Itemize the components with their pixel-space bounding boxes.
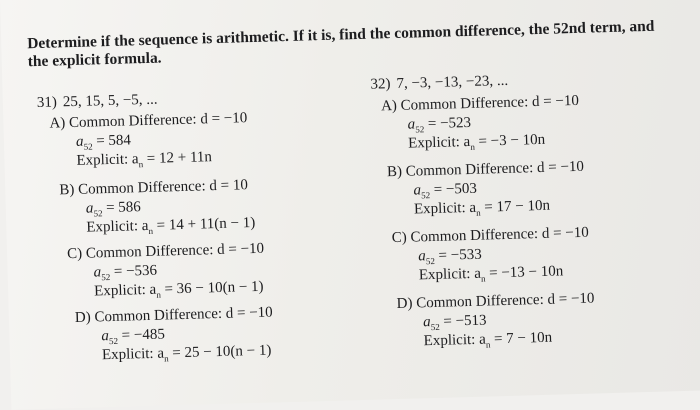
q31-b-term: $a_{52} = 586$	[85, 199, 142, 219]
q32-a-term: $a_{52} = -523$	[407, 114, 472, 135]
q32-c-explicit: Explicit: $a_n = -13 - 10n$	[418, 263, 564, 284]
instructions	[27, 17, 688, 71]
question-31	[37, 91, 158, 112]
q31-b-difference: B) Common Difference: d = 10	[59, 177, 249, 199]
q32-d-explicit: Explicit: $a_n = 7 - 10n$	[423, 329, 553, 350]
question-32	[370, 72, 508, 94]
q31-d-difference: D) Common Difference: d = −10	[74, 304, 273, 327]
q31-d-explicit: Explicit: $a_n = 25 - 10(n - 1)$	[101, 342, 272, 364]
q31-b-explicit: Explicit: $a_n = 14 + 11(n - 1)$	[86, 214, 256, 236]
q31-a-difference: A) Common Difference: d = −10	[49, 110, 248, 132]
q32-a-difference: A) Common Difference: d = −10	[380, 92, 580, 115]
q32-c-difference: C) Common Difference: d = −10	[391, 224, 589, 247]
q31-c-explicit: Explicit: $a_n = 36 - 10(n - 1)$	[93, 278, 264, 300]
question-31-number: 31)	[36, 94, 58, 112]
q32-b-term: $a_{52} = -503$	[413, 180, 478, 201]
question-31-sequence: 25, 15, 5, −5, ...	[62, 91, 158, 111]
q31-option-b[interactable]	[59, 175, 319, 236]
q32-b-difference: B) Common Difference: d = −10	[386, 158, 585, 181]
q32-d-term: $a_{52} = -513$	[422, 312, 487, 333]
instructions-line-1: Determine if the sequence is arithmetic. If it is, find the common difference, the 52nd term, and	[26, 17, 655, 53]
q32-c-term: $a_{52} = -533$	[418, 246, 482, 267]
question-32-number: 32)	[370, 76, 391, 93]
q31-c-term: $a_{52} = -536$	[93, 262, 158, 283]
q31-d-term: $a_{52} = -485$	[101, 326, 166, 347]
q32-b-explicit: Explicit: $a_n = 17 - 10n$	[413, 197, 551, 218]
q32-d-difference: D) Common Difference: d = −10	[396, 290, 595, 313]
q32-a-explicit: Explicit: $a_n = -3 - 10n$	[407, 131, 546, 152]
q32-option-c[interactable]	[391, 223, 652, 284]
q32-option-b[interactable]	[386, 157, 647, 218]
q31-a-term: $a_{52} = 584$	[75, 132, 132, 152]
q31-option-c[interactable]	[66, 239, 327, 300]
q31-a-explicit: Explicit: $a_n = 12 + 11n$	[76, 149, 213, 170]
question-32-sequence: 7, −3, −13, −23, ...	[396, 72, 509, 92]
q31-c-difference: C) Common Difference: d = −10	[66, 240, 265, 263]
q31-option-d[interactable]	[74, 303, 335, 364]
q32-option-d[interactable]	[396, 289, 656, 350]
instructions-line-2: the explicit formula.	[27, 49, 162, 71]
